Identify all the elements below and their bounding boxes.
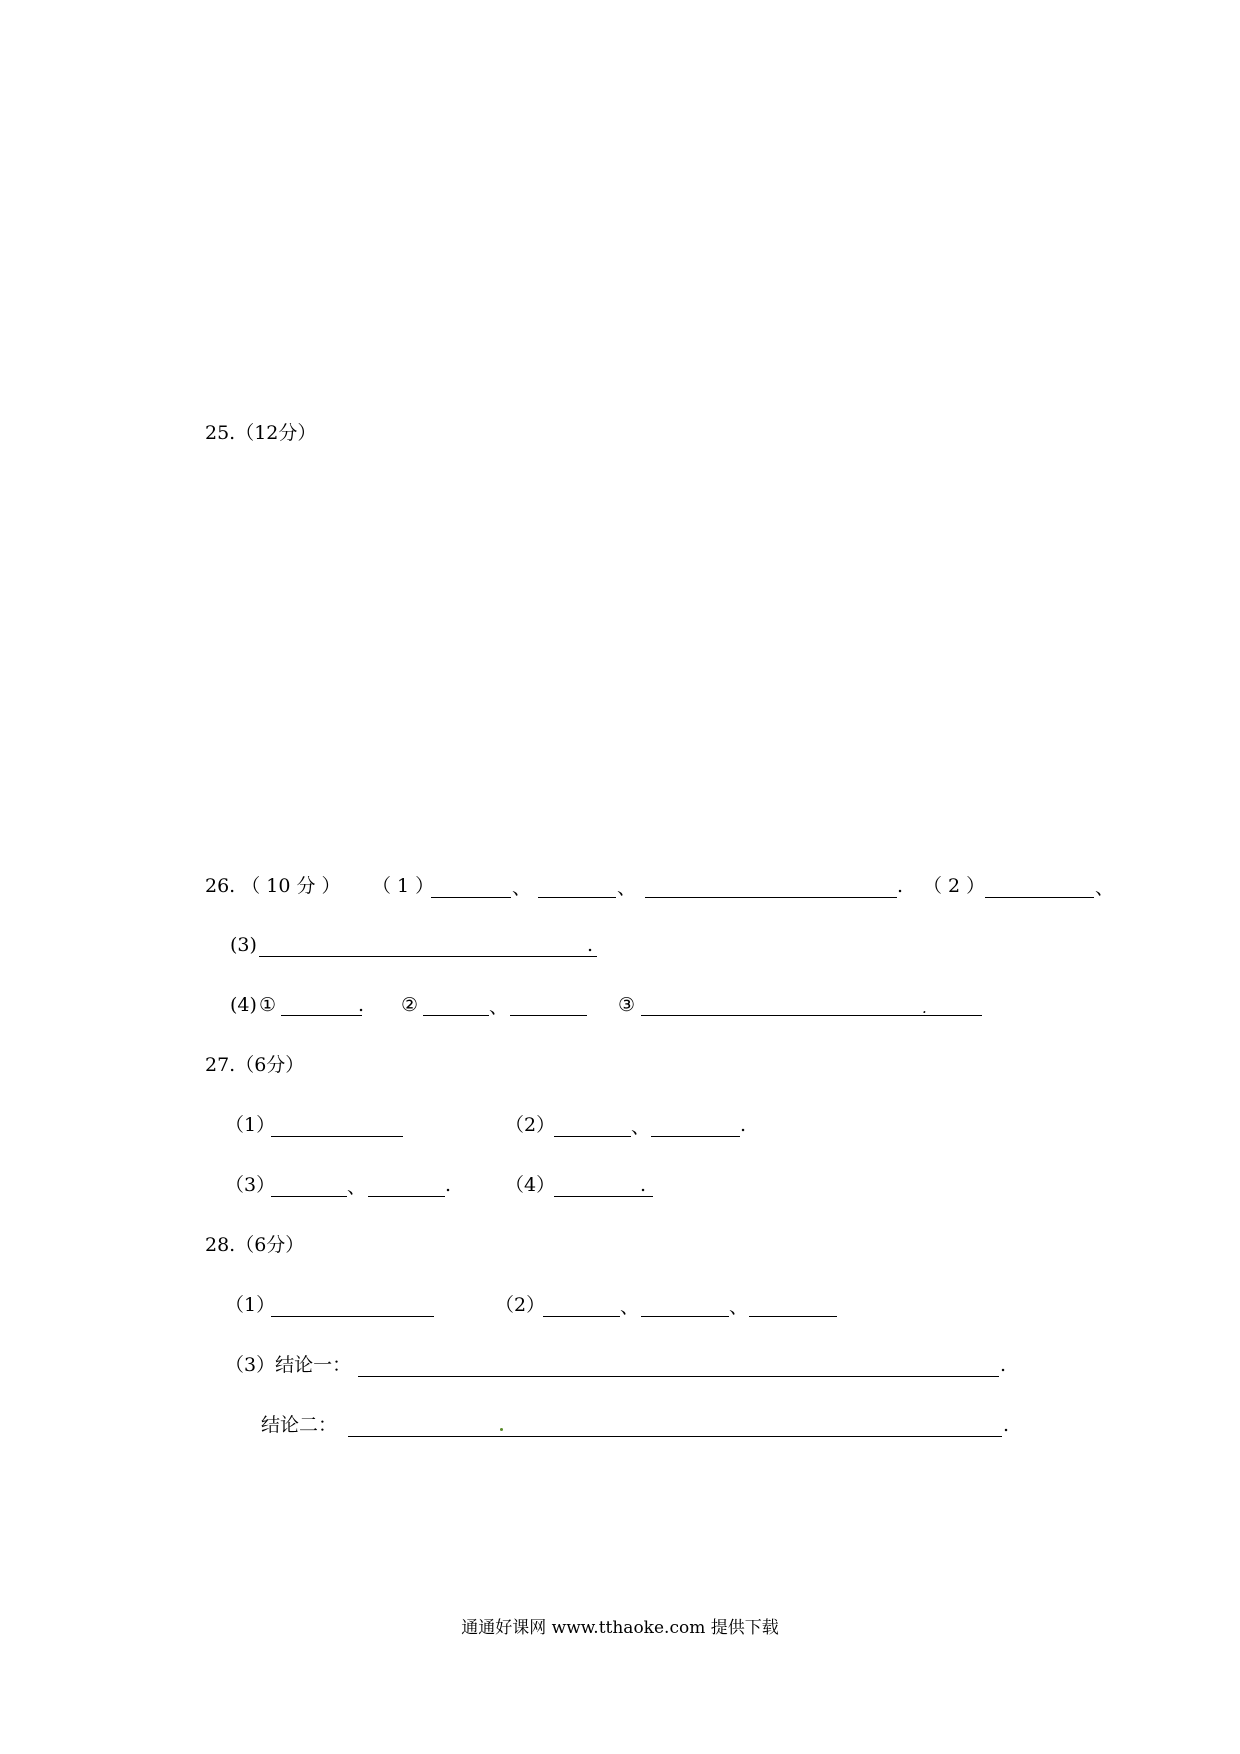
q26-sep-1: 、 xyxy=(512,877,532,899)
q27-end-2: . xyxy=(740,1114,747,1136)
q28-part3-label: （3）结论一： xyxy=(225,1354,352,1376)
q26-dot-4: . xyxy=(922,999,927,1017)
q26-blank-1b[interactable] xyxy=(538,897,616,898)
q28-label: 28.（6分） xyxy=(205,1234,305,1256)
q27-end-4: . xyxy=(640,1174,647,1196)
q26-part1-label: （ 1 ） xyxy=(372,875,435,897)
q27-part4-label: （4） xyxy=(505,1174,556,1196)
q28-end-3a: . xyxy=(1000,1354,1007,1376)
q27-end-3: . xyxy=(445,1174,452,1196)
q27-blank-2b[interactable] xyxy=(651,1136,740,1137)
q26-blank-2[interactable] xyxy=(985,897,1094,898)
q26-blank-4d[interactable] xyxy=(641,1015,982,1016)
q27-blank-2a[interactable] xyxy=(554,1136,631,1137)
q26-sep-3: 、 xyxy=(1095,877,1115,899)
q26-sep-4: 、 xyxy=(489,996,509,1018)
q28-blank-1[interactable] xyxy=(271,1316,434,1317)
stray-mark xyxy=(500,1428,503,1431)
q26-end-4a: . xyxy=(358,994,365,1016)
q26-sep-2: 、 xyxy=(617,877,637,899)
q27-blank-4[interactable] xyxy=(554,1196,653,1197)
q26-circle-3: ③ xyxy=(618,994,636,1016)
q28-part1-label: （1） xyxy=(225,1294,276,1316)
q28-blank-3b[interactable] xyxy=(348,1436,1002,1437)
q26-blank-4c[interactable] xyxy=(510,1015,587,1016)
q26-blank-4a[interactable] xyxy=(281,1015,362,1016)
q28-end-3b: . xyxy=(1003,1414,1010,1436)
q25-label: 25.（12分） xyxy=(205,422,317,444)
q27-label: 27.（6分） xyxy=(205,1054,305,1076)
q26-blank-3[interactable] xyxy=(259,956,597,957)
q26-label: 26. （ 10 分 ） xyxy=(205,875,341,897)
q27-part3-label: （3） xyxy=(225,1174,276,1196)
q28-sep-2b: 、 xyxy=(729,1296,749,1318)
q26-end-3: . xyxy=(587,934,594,956)
q27-part2-label: （2） xyxy=(505,1114,556,1136)
q28-blank-2b[interactable] xyxy=(641,1316,729,1317)
page-footer: 通通好课网 www.tthaoke.com 提供下载 xyxy=(461,1618,779,1638)
q28-part2-label: （2） xyxy=(495,1294,546,1316)
q26-part3-label: (3) xyxy=(230,934,257,956)
q26-circle-2: ② xyxy=(401,994,419,1016)
q26-blank-1c[interactable] xyxy=(645,897,897,898)
q26-blank-4b[interactable] xyxy=(423,1015,489,1016)
q27-sep-3: 、 xyxy=(347,1176,367,1198)
q28-conclusion2-label: 结论二： xyxy=(261,1414,338,1436)
q27-blank-3b[interactable] xyxy=(368,1196,445,1197)
q28-blank-2c[interactable] xyxy=(749,1316,837,1317)
q27-part1-label: （1） xyxy=(225,1114,276,1136)
q26-part4-label: (4) xyxy=(230,994,257,1016)
q28-sep-2a: 、 xyxy=(620,1296,640,1318)
q27-sep-2: 、 xyxy=(631,1116,651,1138)
q27-blank-1[interactable] xyxy=(271,1136,403,1137)
q28-blank-3a[interactable] xyxy=(358,1376,999,1377)
q28-blank-2a[interactable] xyxy=(543,1316,620,1317)
q27-blank-3a[interactable] xyxy=(271,1196,347,1197)
q26-blank-1a[interactable] xyxy=(431,897,511,898)
q26-circle-1: ① xyxy=(259,994,277,1016)
q26-part2-label: （ 2 ） xyxy=(923,875,986,897)
q26-end-1: . xyxy=(897,875,904,897)
